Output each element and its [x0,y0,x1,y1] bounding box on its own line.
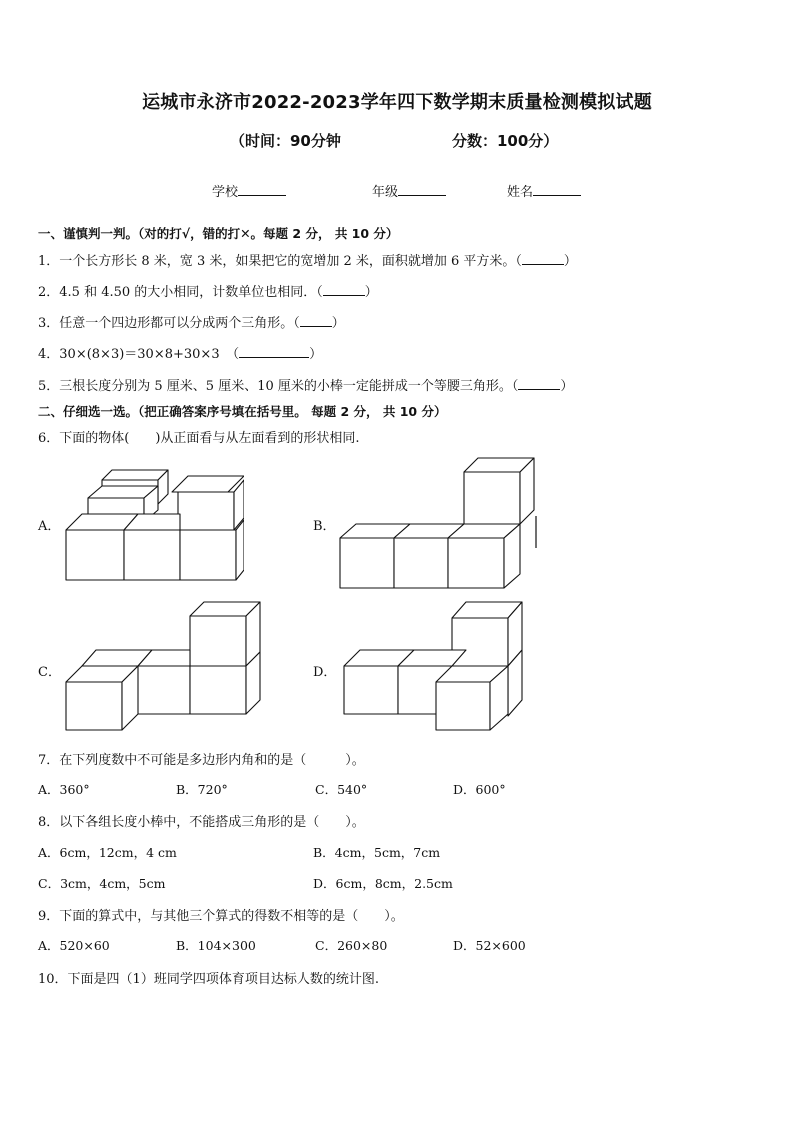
cube-figure-d[interactable] [342,600,526,734]
q8-option-b[interactable]: B．4cm，5cm，7cm [313,845,441,860]
q7-option-c[interactable]: C．540° [315,782,368,797]
question-4-close: ） [309,347,323,362]
option-c-label[interactable]: C． [38,665,61,680]
question-5 [38,375,573,394]
question-9-text: 9．下面的算式中，与其他三个算式的得数不相等的是（ ）。 [38,909,404,924]
answer-blank-2[interactable] [323,283,365,296]
cube-figure-b[interactable] [338,456,542,592]
grade-blank[interactable] [398,183,446,196]
cube-figure-a[interactable] [60,462,244,586]
question-10-text: 10．下面是四（1）班同学四项体育项目达标人数的统计图. [38,972,379,987]
question-2-close: ） [364,285,378,300]
q8-option-d[interactable]: D．6cm，8cm，2.5cm [313,876,453,891]
page-title: 运城市永济市2022-2023学年四下数学期末质量检测模拟试题 [142,92,652,113]
q7-option-b[interactable]: B．720° [176,782,228,797]
question-7-text: 7．在下列度数中不可能是多边形内角和的是（ ）。 [38,753,365,768]
school-field[interactable] [212,181,286,200]
option-a-label[interactable]: A． [38,519,61,534]
answer-blank-1[interactable] [522,252,564,265]
answer-blank-3[interactable] [300,314,332,327]
question-2-text: 2．4.5 和 4.50 的大小相同，计数单位也相同．（ [38,285,323,300]
cube-figure-c[interactable] [62,600,264,732]
question-1-close: ） [563,254,577,269]
question-2 [38,281,378,300]
q9-option-a[interactable]: A．520×60 [38,938,110,953]
question-3-text: 3．任意一个四边形都可以分成两个三角形。（ [38,316,300,331]
option-b-label[interactable]: B． [313,519,336,534]
question-8-text: 8．以下各组长度小棒中，不能搭成三角形的是（ ）。 [38,815,365,830]
question-4 [38,343,322,362]
question-5-text: 5．三根长度分别为 5 厘米、5 厘米、10 厘米的小棒一定能拼成一个等腰三角形。（ [38,379,519,394]
q9-option-b[interactable]: B．104×300 [176,938,256,953]
q9-option-c[interactable]: C．260×80 [315,938,388,953]
exam-score: 分数：100分） [452,132,559,150]
q7-option-d[interactable]: D．600° [453,782,506,797]
question-5-close: ） [560,379,574,394]
grade-field[interactable] [372,181,446,200]
question-6-text: 6．下面的物体( )从正面看与从左面看到的形状相同. [38,431,360,446]
q7-option-a[interactable]: A．360° [38,782,90,797]
name-label: 姓名 [507,185,534,200]
q8-option-a[interactable]: A．6cm，12cm，4 cm [38,845,177,860]
school-blank[interactable] [238,183,286,196]
section-1-heading: 一、谨慎判一判。（对的打√，错的打✕。每题 2 分， 共 10 分） [38,226,399,241]
option-d-label[interactable]: D． [313,665,337,680]
exam-time: （时间：90分钟 [230,132,341,150]
question-3-close: ） [331,316,345,331]
grade-label: 年级 [372,185,399,200]
question-4-text: 4．30×(8×3)＝30×8+30×3 （ [38,347,240,362]
name-blank[interactable] [533,183,581,196]
question-1-text: 1．一个长方形长 8 米，宽 3 米，如果把它的宽增加 2 米，面积就增加 6 平方米。（ [38,254,522,269]
section-2-heading: 二、仔细选一选。（把正确答案序号填在括号里。 每题 2 分， 共 10 分） [38,404,447,419]
name-field[interactable] [507,181,581,200]
q8-option-c[interactable]: C．3cm，4cm，5cm [38,876,166,891]
question-1 [38,250,577,269]
answer-blank-4[interactable] [239,345,309,358]
school-label: 学校 [212,185,239,200]
question-3 [38,312,345,331]
q9-option-d[interactable]: D．52×600 [453,938,526,953]
answer-blank-5[interactable] [518,377,560,390]
